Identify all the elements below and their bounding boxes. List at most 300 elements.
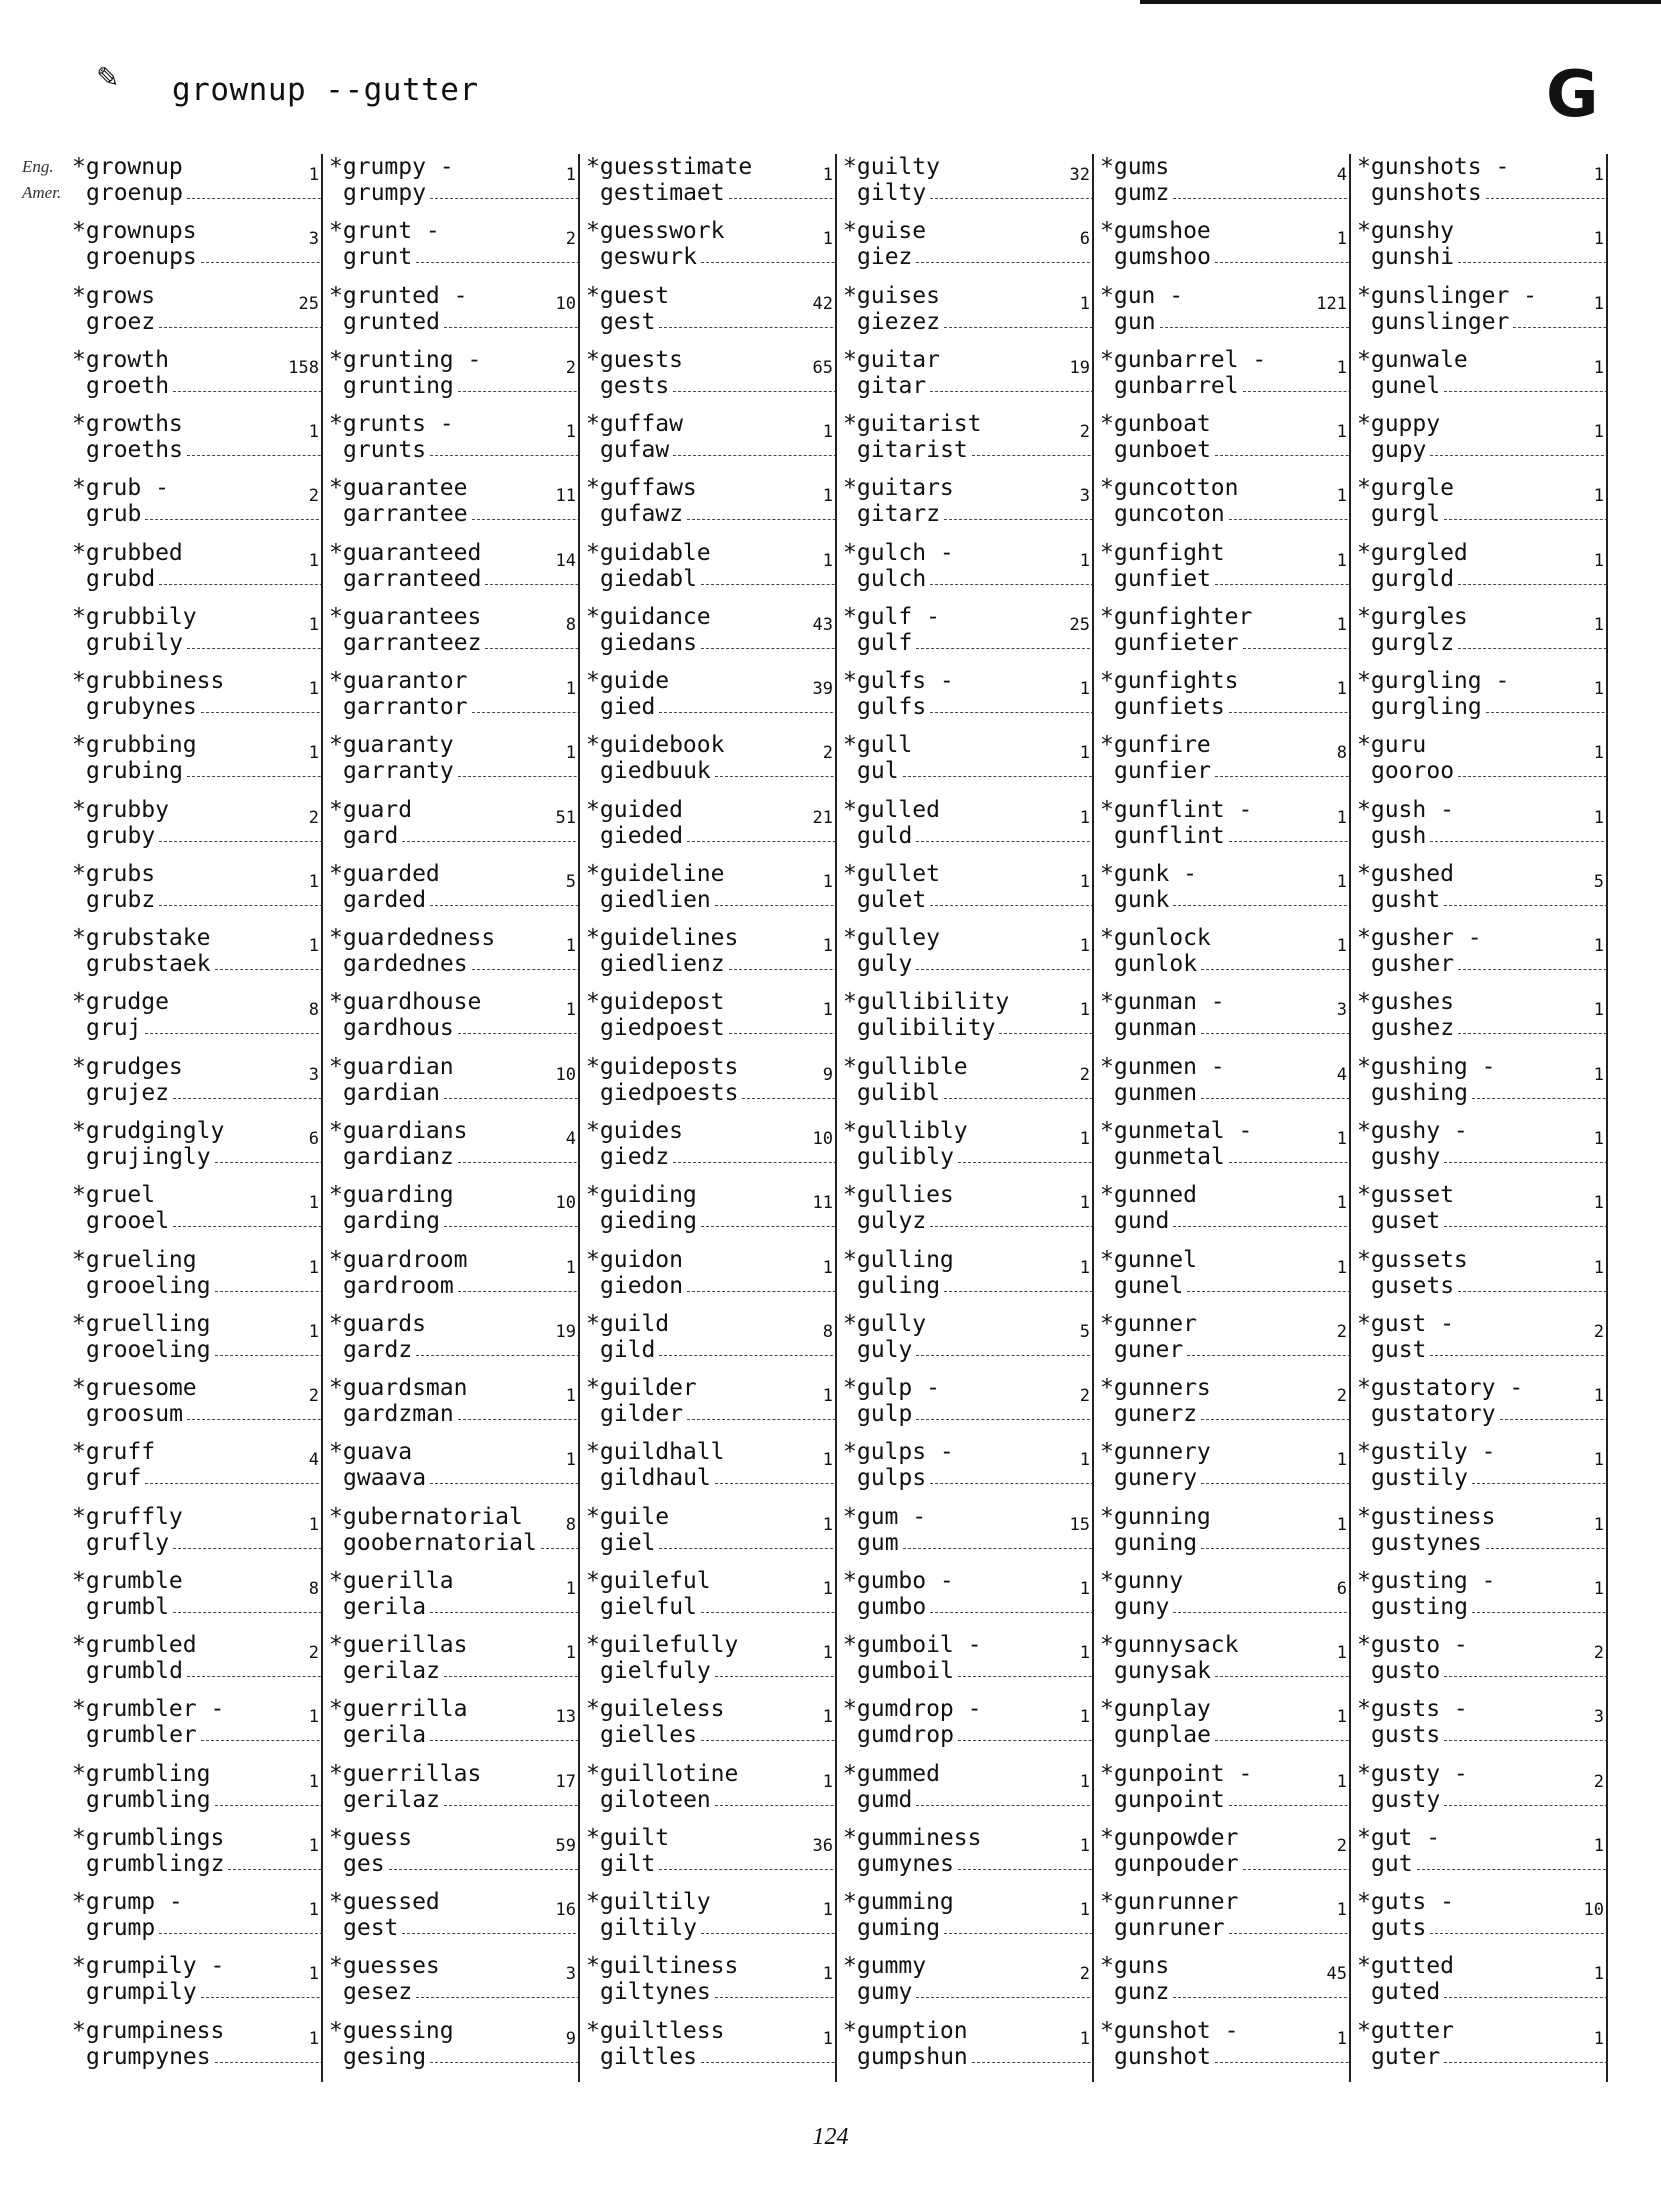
dictionary-entry	[323, 1504, 580, 1568]
dictionary-entry	[1094, 861, 1351, 925]
dictionary-entry	[1351, 604, 1608, 668]
english-spelling: *guitarist	[843, 411, 982, 438]
american-spelling: gunshot	[1114, 2043, 1211, 2070]
american-spelling: gieding	[600, 1208, 697, 1235]
dictionary-entry	[323, 1054, 580, 1118]
dictionary-entry	[837, 1054, 1094, 1118]
dictionary-entry	[1351, 732, 1608, 796]
english-spelling: *gunned	[1100, 1182, 1197, 1209]
american-spelling: giel	[600, 1529, 656, 1556]
english-spelling: *gunslinger -	[1357, 282, 1538, 309]
frequency-count: 1	[1078, 676, 1090, 702]
dictionary-entry	[837, 1182, 1094, 1246]
frequency-count: 3	[1078, 483, 1090, 509]
frequency-count: 65	[811, 355, 833, 381]
english-spelling: *gutter	[1357, 2017, 1454, 2044]
american-spelling: guning	[1114, 1529, 1198, 1556]
frequency-count: 1	[1335, 676, 1347, 702]
dictionary-entry	[580, 347, 837, 411]
american-spelling: gulfs	[857, 694, 927, 721]
dictionary-entry	[837, 2018, 1094, 2082]
frequency-count: 8	[564, 1512, 576, 1538]
english-spelling: *grunt -	[329, 218, 440, 245]
english-spelling: *guaranteed	[329, 539, 482, 566]
american-spelling: gild	[600, 1336, 656, 1363]
english-spelling: *guidon	[586, 1246, 683, 1273]
english-spelling: *gumming	[843, 1889, 954, 1916]
frequency-count: 1	[1335, 1447, 1347, 1473]
frequency-count: 3	[307, 226, 319, 252]
frequency-count: 3	[1335, 997, 1347, 1023]
english-spelling: *guileful	[586, 1567, 711, 1594]
american-spelling: gunfieter	[1114, 629, 1239, 656]
english-spelling: *gullible	[843, 1053, 968, 1080]
frequency-count: 1	[1335, 548, 1347, 574]
dictionary-entry	[66, 1632, 323, 1696]
dictionary-entry	[1094, 1632, 1351, 1696]
english-spelling: *guppy	[1357, 411, 1441, 438]
english-spelling: *gunfighter	[1100, 603, 1253, 630]
dictionary-entry	[323, 1696, 580, 1760]
dictionary-entry	[580, 1504, 837, 1568]
frequency-count: 3	[307, 1062, 319, 1088]
american-spelling: giltily	[600, 1915, 697, 1942]
american-spelling: gumz	[1114, 180, 1170, 206]
frequency-count: 1	[1078, 1704, 1090, 1730]
english-spelling: *gullies	[843, 1182, 954, 1209]
frequency-count: 14	[554, 548, 576, 574]
frequency-count: 3	[1592, 1704, 1604, 1730]
american-spelling: gustatory	[1371, 1401, 1496, 1428]
dictionary-entry	[580, 797, 837, 861]
american-spelling: gumd	[857, 1786, 913, 1813]
dictionary-entry	[1094, 1054, 1351, 1118]
dictionary-entry	[580, 540, 837, 604]
english-spelling: *gruffly	[72, 1503, 183, 1530]
dictionary-entry	[580, 1375, 837, 1439]
english-spelling: *grows	[72, 282, 156, 309]
dictionary-entry	[66, 154, 323, 218]
frequency-count: 16	[554, 1897, 576, 1923]
english-spelling: *guidance	[586, 603, 711, 630]
english-spelling: *guitar	[843, 346, 940, 373]
english-spelling: *grueling	[72, 1246, 197, 1273]
dictionary-entry	[837, 604, 1094, 668]
english-spelling: *guess	[329, 1824, 413, 1851]
frequency-count: 1	[307, 419, 319, 445]
frequency-count: 4	[1335, 1062, 1347, 1088]
english-spelling: *grudge	[72, 989, 169, 1016]
american-spelling: grumpy	[343, 180, 427, 206]
american-spelling: garrantee	[343, 501, 468, 528]
american-spelling: gumshoo	[1114, 244, 1211, 271]
dictionary-entry	[1351, 989, 1608, 1053]
english-spelling: *gulling	[843, 1246, 954, 1273]
english-spelling: *grunted -	[329, 282, 468, 309]
american-spelling: guming	[857, 1915, 941, 1942]
english-spelling: *guardedness	[329, 925, 496, 952]
frequency-count: 1	[1078, 1255, 1090, 1281]
american-spelling: gustily	[1371, 1465, 1468, 1492]
english-spelling: *grudges	[72, 1053, 183, 1080]
frequency-count: 1	[1592, 1576, 1604, 1602]
frequency-count: 1	[1592, 483, 1604, 509]
american-spelling: guted	[1371, 1979, 1441, 2006]
frequency-count: 1	[821, 933, 833, 959]
dictionary-entry	[1094, 797, 1351, 861]
american-spelling: gest	[600, 308, 656, 335]
dictionary-entry	[1094, 989, 1351, 1053]
english-spelling: *guideline	[586, 860, 725, 887]
american-spelling: grunting	[343, 372, 454, 399]
dictionary-entry	[1094, 347, 1351, 411]
dictionary-entry	[837, 797, 1094, 861]
english-spelling: *guard	[329, 796, 413, 823]
frequency-count: 1	[1592, 1190, 1604, 1216]
frequency-count: 2	[307, 1383, 319, 1409]
frequency-count: 1	[1078, 1447, 1090, 1473]
dictionary-entry	[1094, 1825, 1351, 1889]
frequency-count: 1	[1078, 1769, 1090, 1795]
english-spelling: *gushed	[1357, 860, 1454, 887]
english-spelling: *grownups	[72, 218, 197, 245]
american-spelling: gunpoint	[1114, 1786, 1225, 1813]
dictionary-entry	[837, 218, 1094, 282]
frequency-count: 1	[1592, 1255, 1604, 1281]
frequency-count: 6	[1078, 226, 1090, 252]
american-spelling: gund	[1114, 1208, 1170, 1235]
american-spelling: gielles	[600, 1722, 697, 1749]
dictionary-entry	[66, 925, 323, 989]
frequency-count: 2	[307, 1640, 319, 1666]
american-spelling: guling	[857, 1272, 941, 1299]
american-spelling: gestimaet	[600, 180, 725, 206]
dictionary-entry	[1351, 1568, 1608, 1632]
english-spelling: *gurgling -	[1357, 668, 1510, 695]
dictionary-entry	[1094, 218, 1351, 282]
frequency-count: 1	[1592, 1447, 1604, 1473]
frequency-count: 1	[564, 676, 576, 702]
english-spelling: *guest	[586, 282, 670, 309]
english-spelling: *guarantees	[329, 603, 482, 630]
english-spelling: *gull	[843, 732, 913, 759]
english-spelling: *guidebook	[586, 732, 725, 759]
american-spelling: grubily	[86, 629, 183, 656]
english-spelling: *gustatory -	[1357, 1375, 1524, 1402]
english-spelling: *guilder	[586, 1375, 697, 1402]
dictionary-entry	[323, 797, 580, 861]
american-spelling: giedpoest	[600, 1015, 725, 1042]
frequency-count: 1	[821, 1961, 833, 1987]
american-spelling: guly	[857, 1336, 913, 1363]
english-spelling: *guiltiness	[586, 1953, 739, 1980]
english-spelling: *guerillas	[329, 1632, 468, 1659]
frequency-count: 19	[554, 1319, 576, 1345]
english-spelling: *guilt	[586, 1824, 670, 1851]
english-spelling: *gunflint -	[1100, 796, 1253, 823]
american-spelling: grooeling	[86, 1272, 211, 1299]
dictionary-entry	[1351, 154, 1608, 218]
dictionary-entry	[837, 411, 1094, 475]
dictionary-entry	[66, 861, 323, 925]
american-spelling: gunel	[1371, 372, 1441, 399]
frequency-count: 1	[307, 1897, 319, 1923]
dictionary-entry	[66, 732, 323, 796]
dictionary-entry	[66, 283, 323, 347]
english-spelling: *guts -	[1357, 1889, 1454, 1916]
english-spelling: *guidepost	[586, 989, 725, 1016]
dictionary-entry	[1351, 1311, 1608, 1375]
dictionary-entry	[1351, 797, 1608, 861]
frequency-count: 1	[307, 1704, 319, 1730]
english-spelling: *gutted	[1357, 1953, 1454, 1980]
american-spelling: giltles	[600, 2043, 697, 2070]
american-spelling: gumy	[857, 1979, 913, 2006]
english-spelling: *gusting -	[1357, 1567, 1496, 1594]
american-spelling: giedlienz	[600, 951, 725, 978]
frequency-count: 1	[1335, 1255, 1347, 1281]
english-spelling: *gumminess	[843, 1824, 982, 1851]
frequency-count: 1	[821, 162, 833, 188]
frequency-count: 1	[307, 1190, 319, 1216]
frequency-count: 5	[564, 869, 576, 895]
american-spelling: gunslinger	[1371, 308, 1510, 335]
dictionary-entry	[837, 925, 1094, 989]
dictionary-entry	[837, 989, 1094, 1053]
american-spelling: gulf	[857, 629, 913, 656]
english-spelling: *gunshot -	[1100, 2017, 1239, 2044]
frequency-count: 9	[821, 1062, 833, 1088]
page-title: grownup --gutter	[172, 72, 479, 108]
dictionary-entry	[580, 1889, 837, 1953]
dictionary-entry	[66, 1054, 323, 1118]
english-spelling: *guided	[586, 796, 683, 823]
frequency-count: 1	[821, 1383, 833, 1409]
dictionary-entry	[1351, 347, 1608, 411]
american-spelling: gunshots	[1371, 180, 1482, 206]
american-spelling: grooeling	[86, 1336, 211, 1363]
frequency-count: 1	[1335, 933, 1347, 959]
american-spelling: gerila	[343, 1722, 427, 1749]
english-spelling: *gussets	[1357, 1246, 1468, 1273]
english-spelling: *gunpowder	[1100, 1824, 1239, 1851]
frequency-count: 2	[1592, 1319, 1604, 1345]
american-spelling: gests	[600, 372, 670, 399]
american-spelling: gunboet	[1114, 437, 1211, 464]
dictionary-entry	[580, 925, 837, 989]
frequency-count: 1	[1335, 1897, 1347, 1923]
english-spelling: *guerilla	[329, 1567, 454, 1594]
english-spelling: *gunning	[1100, 1503, 1211, 1530]
american-spelling: gruj	[86, 1015, 142, 1042]
english-spelling: *gulley	[843, 925, 940, 952]
american-spelling: gunpouder	[1114, 1850, 1239, 1877]
frequency-count: 1	[1335, 1640, 1347, 1666]
dictionary-entry	[1094, 1247, 1351, 1311]
english-spelling: *guidable	[586, 539, 711, 566]
frequency-count: 1	[1592, 1961, 1604, 1987]
english-spelling: *gustily -	[1357, 1439, 1496, 1466]
american-spelling: gurgl	[1371, 501, 1441, 528]
american-spelling: gurglz	[1371, 629, 1455, 656]
american-spelling: gum	[857, 1529, 899, 1556]
frequency-count: 1	[1592, 355, 1604, 381]
american-spelling: gruby	[86, 822, 156, 849]
dictionary-entry	[580, 668, 837, 732]
dictionary-entry	[323, 604, 580, 668]
english-spelling: *gully	[843, 1310, 927, 1337]
american-spelling: grumbld	[86, 1658, 183, 1685]
dictionary-entry	[1351, 1696, 1608, 1760]
frequency-count: 5	[1592, 869, 1604, 895]
frequency-count: 1	[307, 869, 319, 895]
american-spelling: garrantor	[343, 694, 468, 721]
english-spelling: *gunwale	[1357, 346, 1468, 373]
english-spelling: *grumble	[72, 1567, 183, 1594]
english-spelling: *gulch -	[843, 539, 954, 566]
dictionary-entry	[66, 475, 323, 539]
dictionary-entry	[323, 1311, 580, 1375]
american-spelling: gunery	[1114, 1465, 1198, 1492]
english-spelling: *guru	[1357, 732, 1427, 759]
frequency-count: 1	[1592, 1126, 1604, 1152]
dictionary-entry	[66, 2018, 323, 2082]
dictionary-entry	[66, 347, 323, 411]
american-spelling: giezez	[857, 308, 941, 335]
frequency-count: 1	[1592, 2026, 1604, 2052]
american-spelling: giedlien	[600, 886, 711, 913]
english-spelling: *gushing -	[1357, 1053, 1496, 1080]
english-spelling: *guaranty	[329, 732, 454, 759]
english-spelling: *guardsman	[329, 1375, 468, 1402]
english-spelling: *gunmetal -	[1100, 1118, 1253, 1144]
frequency-count: 1	[821, 1512, 833, 1538]
dictionary-entry	[323, 668, 580, 732]
american-spelling: garranteez	[343, 629, 482, 656]
american-spelling: gunbarrel	[1114, 372, 1239, 399]
dictionary-entry	[837, 154, 1094, 218]
american-spelling: groeth	[86, 372, 170, 399]
english-spelling: *growth	[72, 346, 169, 373]
english-spelling: *gulp -	[843, 1375, 940, 1402]
frequency-count: 1	[307, 1769, 319, 1795]
american-spelling: gulyz	[857, 1208, 927, 1235]
frequency-count: 1	[1335, 612, 1347, 638]
dictionary-entry	[837, 540, 1094, 604]
english-spelling: *gubernatorial	[329, 1503, 523, 1530]
american-spelling: guld	[857, 822, 913, 849]
english-spelling: *guesswork	[586, 218, 725, 245]
american-spelling: gul	[857, 758, 899, 785]
dictionary-entry	[1351, 668, 1608, 732]
dictionary-entry	[580, 989, 837, 1053]
dictionary-entry	[837, 1439, 1094, 1503]
american-spelling: gulch	[857, 565, 927, 592]
dictionary-entry	[1351, 218, 1608, 282]
frequency-count: 1	[1078, 1126, 1090, 1152]
american-spelling: gerilaz	[343, 1786, 440, 1813]
frequency-count: 1	[1592, 1383, 1604, 1409]
english-spelling: *guise	[843, 218, 927, 245]
american-spelling: gusty	[1371, 1786, 1441, 1813]
english-spelling: *gunplay	[1100, 1696, 1211, 1723]
english-spelling: *guideposts	[586, 1053, 739, 1080]
dictionary-entry	[580, 1568, 837, 1632]
dictionary-entry	[1351, 2018, 1608, 2082]
frequency-count: 45	[1325, 1961, 1347, 1987]
frequency-count: 4	[307, 1447, 319, 1473]
american-spelling: giedz	[600, 1144, 670, 1170]
english-spelling: *guessed	[329, 1889, 440, 1916]
dictionary-entry	[837, 1118, 1094, 1182]
american-spelling: gunruner	[1114, 1915, 1225, 1942]
english-spelling: *grownup	[72, 154, 183, 180]
frequency-count: 2	[1335, 1833, 1347, 1859]
american-spelling: grub	[86, 501, 142, 528]
english-spelling: *gusty -	[1357, 1760, 1468, 1787]
dictionary-entry	[323, 1568, 580, 1632]
frequency-count: 8	[821, 1319, 833, 1345]
english-spelling: *gustiness	[1357, 1503, 1496, 1530]
frequency-count: 1	[564, 1255, 576, 1281]
dictionary-entry	[1094, 1118, 1351, 1182]
english-spelling: *gumbo -	[843, 1567, 954, 1594]
american-spelling: giedbuuk	[600, 758, 711, 785]
english-spelling: *gulps -	[843, 1439, 954, 1466]
american-spelling: goobernatorial	[343, 1529, 537, 1556]
frequency-count: 1	[821, 1769, 833, 1795]
american-spelling: giedabl	[600, 565, 697, 592]
frequency-count: 39	[811, 676, 833, 702]
english-spelling: *gunk -	[1100, 860, 1197, 887]
american-spelling: gusting	[1371, 1593, 1468, 1620]
dictionary-entry	[580, 1825, 837, 1889]
english-spelling: *grumpy -	[329, 154, 454, 180]
american-spelling: groosum	[86, 1401, 183, 1428]
frequency-count: 2	[1078, 1383, 1090, 1409]
american-spelling: gardhous	[343, 1015, 454, 1042]
frequency-count: 2	[1592, 1640, 1604, 1666]
dictionary-entry	[66, 1504, 323, 1568]
american-spelling: gusht	[1371, 886, 1441, 913]
dictionary-entry	[837, 1696, 1094, 1760]
english-spelling: *gunbarrel -	[1100, 346, 1267, 373]
frequency-count: 1	[1592, 1062, 1604, 1088]
american-spelling: gulibl	[857, 1079, 941, 1106]
dictionary-entry	[580, 1247, 837, 1311]
american-spelling: guny	[1114, 1593, 1170, 1620]
frequency-count: 1	[1335, 355, 1347, 381]
english-spelling: *guilty	[843, 154, 940, 180]
dictionary-entry	[1094, 1889, 1351, 1953]
english-spelling: *gruesome	[72, 1375, 197, 1402]
dictionary-entry	[580, 1311, 837, 1375]
dictionary-entry	[1351, 1825, 1608, 1889]
frequency-count: 1	[1335, 1512, 1347, 1538]
frequency-count: 1	[564, 933, 576, 959]
american-spelling: gufawz	[600, 501, 684, 528]
american-spelling: gunshi	[1371, 244, 1455, 271]
american-spelling: gupy	[1371, 437, 1427, 464]
american-spelling: gusher	[1371, 951, 1455, 978]
american-spelling: grubynes	[86, 694, 197, 721]
frequency-count: 1	[564, 997, 576, 1023]
english-spelling: *gunners	[1100, 1375, 1211, 1402]
dictionary-entry	[1094, 540, 1351, 604]
frequency-count: 1	[1078, 1897, 1090, 1923]
dictionary-entry	[323, 1439, 580, 1503]
american-spelling: groez	[86, 308, 156, 335]
